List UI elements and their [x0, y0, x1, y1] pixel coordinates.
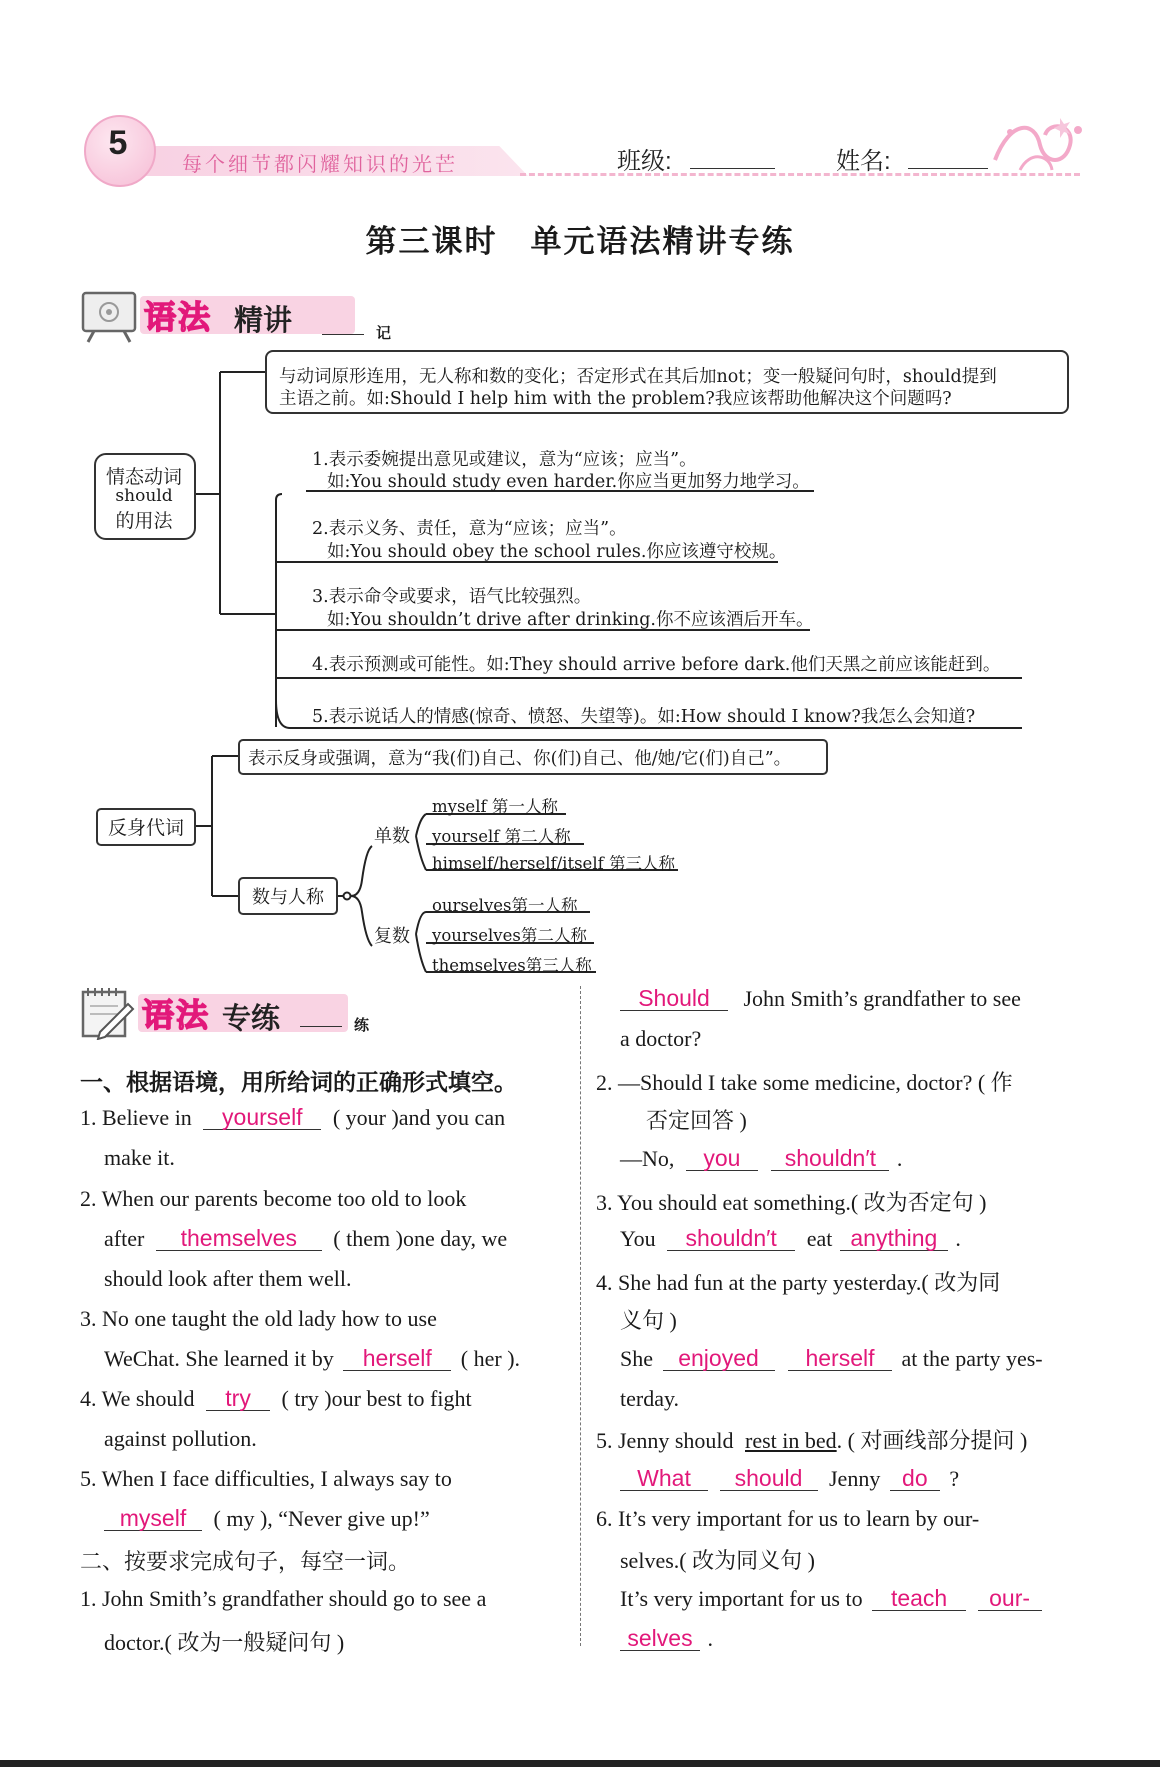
should-root-line1: 情态动词	[105, 466, 182, 488]
p2-q4-text-a: 4. She had fun at the party yesterday.( 改为同	[596, 1270, 1001, 1295]
notepad-pencil-icon	[80, 986, 136, 1040]
p2-q3-answer-1[interactable]: shouldn′t	[667, 1226, 795, 1251]
p2-q6-answer-2[interactable]: our-	[978, 1586, 1042, 1611]
singular-label: 单数	[374, 826, 410, 847]
plural-item-1: ourselves第一人称	[432, 896, 578, 915]
p2-q5-text-c: Jenny	[829, 1466, 881, 1491]
practice-note-rule	[300, 1026, 342, 1027]
plural-label: 复数	[374, 926, 410, 947]
p2-q3-answer-2[interactable]: anything	[840, 1226, 948, 1251]
usage-3-line1: 3.表示命令或要求，语气比较强烈。	[312, 587, 592, 607]
p2-q5-line2	[620, 1466, 959, 1492]
plural-item-2: yourselves第二人称	[432, 926, 587, 945]
practice-title-pink: 语法	[142, 997, 211, 1033]
p1-q2-text-d: should look after them well.	[104, 1266, 352, 1291]
p1-q4-text-a: 4. We should	[80, 1386, 195, 1411]
p2-q3-text-d: .	[955, 1226, 961, 1251]
practice-section-header	[80, 984, 400, 1044]
p1-q4-text-b: ( try )our best to fight	[281, 1386, 472, 1411]
p2-q4-line3	[620, 1346, 1043, 1372]
p2-q5-answer-2[interactable]: should	[720, 1466, 818, 1491]
practice-note: 练	[354, 1016, 370, 1034]
usage-3-line2: 如:You shouldn’t drive after drinking.你不应该酒后开车。	[327, 610, 814, 630]
p2-q4-text-c: She	[620, 1346, 653, 1371]
should-note-line2: 主语之前。如:Should I help him with the problem?我应该帮助他解决这个问题吗?	[279, 389, 952, 409]
p1-q1-text-b: ( your )and you can	[332, 1105, 506, 1130]
should-note-line1: 与动词原形连用，无人称和数的变化；否定形式在其后加not；变一般疑问句时，should提到	[279, 367, 997, 387]
usage-4-line1: 4.表示预测或可能性。如:They should arrive before dark.他们天黑之前应该能赶到。	[312, 655, 1001, 675]
class-label: 班级:	[617, 148, 672, 175]
practice-title-bold: 专练	[222, 1003, 281, 1035]
lecture-note: 记	[376, 324, 392, 342]
p1-q3-text-b: WeChat. She learned it by	[104, 1346, 334, 1371]
p2-q5-text-b: . ( 对画线部分提问 )	[836, 1428, 1028, 1453]
p1-q3-text-c: ( her ).	[460, 1346, 521, 1371]
lecture-title-bold: 精讲	[234, 305, 293, 337]
singular-item-2: yourself 第二人称	[432, 827, 571, 846]
p1-q3-text-a: 3. No one taught the old lady how to use	[80, 1306, 437, 1331]
page-title: 第三课时 单元语法精讲专练	[365, 224, 795, 260]
p2-q6-text-d: .	[707, 1626, 713, 1651]
lecture-title-pink: 语法	[144, 299, 213, 335]
usage-1-line1: 1.表示委婉提出意见或建议，意为“应该；应当”。	[312, 450, 697, 470]
reflexive-root: 反身代词	[107, 817, 184, 839]
should-root-line2: should	[115, 486, 173, 506]
p1-q3-line2	[104, 1346, 520, 1372]
p1-q2-text-a: 2. When our parents become too old to look	[80, 1186, 467, 1211]
p2-q5-answer-3[interactable]: do	[890, 1466, 940, 1491]
p2-q3-text-a: 3. You should eat something.( 改为否定句 )	[596, 1190, 987, 1215]
bottom-bar	[0, 1760, 1160, 1767]
p2-q1-text-d: a doctor?	[620, 1026, 702, 1051]
usage-2-line1: 2.表示义务、责任，意为“应该；应当”。	[312, 519, 627, 539]
p2-q1-line3	[620, 986, 1021, 1012]
p2-q5-text-a: 5. Jenny should	[596, 1428, 734, 1453]
p2-q5-underlined: rest in bed	[745, 1428, 837, 1453]
p2-q6-answer-1[interactable]: teach	[872, 1586, 966, 1611]
p2-q4-answer-2[interactable]: herself	[788, 1346, 892, 1371]
plural-item-3: themselves第三人称	[432, 956, 592, 975]
p1-q4-answer[interactable]: try	[206, 1386, 270, 1411]
p1-q1-text-c: make it.	[104, 1145, 175, 1170]
column-divider	[580, 986, 581, 1646]
singular-item-3: himself/herself/itself 第三人称	[432, 854, 675, 873]
p1-q1-text-a: 1. Believe in	[80, 1105, 192, 1130]
p2-q2-text-d: .	[896, 1146, 903, 1171]
p2-q1-text-a: 1. John Smith’s grandfather should go to see a	[80, 1586, 487, 1611]
p2-q6-line4	[620, 1626, 713, 1652]
p2-q5-answer-1[interactable]: What	[620, 1466, 708, 1491]
p1-q1-answer[interactable]: yourself	[203, 1105, 321, 1130]
p1-q1-line1	[80, 1105, 505, 1131]
p1-q2-line2	[104, 1226, 507, 1252]
p2-q1-text-b: doctor.( 改为一般疑问句 )	[104, 1630, 345, 1655]
p1-q2-text-b: after	[104, 1226, 145, 1251]
p1-q5-text-a: 5. When I face difficulties, I always say to	[80, 1466, 452, 1491]
p2-q6-line3	[620, 1586, 1044, 1612]
p2-q6-text-a: 6. It’s very important for us to learn by our-	[596, 1506, 980, 1531]
p2-q2-line3	[620, 1146, 902, 1172]
p1-q2-text-c: ( them )one day, we	[333, 1226, 508, 1251]
p2-q5-text-d: ?	[949, 1466, 960, 1491]
p1-q5-line2	[104, 1506, 430, 1532]
p2-q3-line2	[620, 1226, 961, 1252]
p2-q2-answer-2[interactable]: shouldn′t	[771, 1146, 889, 1171]
part2-heading: 二、按要求完成句子，每空一词。	[80, 1550, 411, 1575]
p2-q6-answer-3[interactable]: selves	[620, 1626, 700, 1651]
p2-q6-text-c: It’s very important for us to	[620, 1586, 863, 1611]
p2-q4-text-b: 义句 )	[620, 1308, 677, 1333]
p2-q4-answer-1[interactable]: enjoyed	[663, 1346, 775, 1371]
usage-2-line2: 如:You should obey the school rules.你应该遵守校规。	[327, 542, 787, 562]
p1-q3-answer[interactable]: herself	[343, 1346, 451, 1371]
p2-q5-line1	[596, 1424, 1027, 1455]
should-root-line3: 的用法	[115, 510, 173, 532]
p1-q4-line1	[80, 1386, 472, 1412]
p2-q3-text-c: eat	[806, 1226, 833, 1251]
p2-q6-text-b: selves.( 改为同义句 )	[620, 1548, 815, 1573]
p2-q4-text-d: at the party yes-	[901, 1346, 1043, 1371]
usage-1-line2: 如:You should study even harder.你应当更加努力地学习。	[327, 472, 810, 492]
name-label: 姓名:	[836, 148, 891, 175]
p2-q2-text-c: —No,	[620, 1146, 675, 1171]
p2-q4-text-e: terday.	[620, 1386, 680, 1411]
p1-q4-text-c: against pollution.	[104, 1426, 257, 1451]
p2-q2-text-b: 否定回答 )	[646, 1108, 747, 1133]
page-number: 5	[108, 124, 128, 162]
reflexive-meaning: 表示反身或强调，意为“我(们)自己、你(们)自己、他/她/它(们)自己”。	[248, 749, 792, 769]
p2-q1-text-c: John Smith’s grandfather to see	[743, 986, 1021, 1011]
usage-5-line1: 5.表示说话人的情感(惊奇、愤怒、失望等)。如:How should I know?我怎么会知道?	[312, 707, 976, 727]
p2-q2-text-a: 2. —Should I take some medicine, doctor? ( 作	[596, 1070, 1013, 1095]
p1-q5-answer[interactable]: myself	[104, 1506, 202, 1531]
singular-item-1: myself 第一人称	[432, 797, 558, 816]
slogan-text: 每个细节都闪耀知识的光芒	[182, 154, 458, 176]
p1-q2-answer[interactable]: themselves	[156, 1226, 322, 1251]
p2-q3-text-b: You	[620, 1226, 656, 1251]
p2-q2-answer-1[interactable]: you	[686, 1146, 758, 1171]
p2-q1-answer[interactable]: Should	[620, 986, 728, 1011]
number-person: 数与人称	[252, 887, 324, 908]
p1-q5-text-b: ( my ), “Never give up!”	[213, 1506, 430, 1531]
part1-heading: 一、根据语境，用所给词的正确形式填空。	[80, 1069, 517, 1095]
